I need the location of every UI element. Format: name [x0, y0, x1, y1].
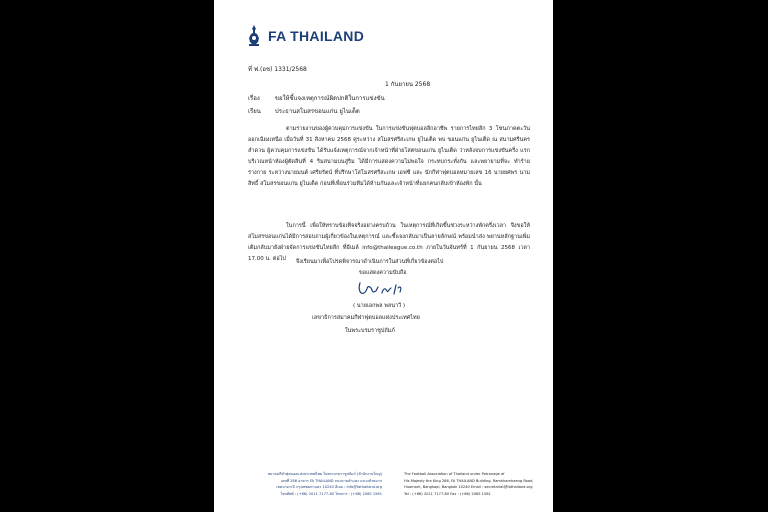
letter-page — [214, 0, 553, 512]
paragraph-1: ตามรายงานของผู้ควบคุมการแข่งขัน ในการแข่งขันฟุตบอลลีกอาชีพ รายการไทยลีก 3 โซนภาคตะวันออกเฉียงเหนือ เมื่อวันที่ 31 สิงหาคม 2568 คู่ระหว่าง สโมสรศรีสะเกษ ยูไนเต็ด พบ ขอนแก่น ยูไนเต็ด ณ สนามศรีนคร ลำดวน ผู้ควบคุมการแข่งขัน ได้รับแจ้งเหตุการณ์จากเจ้าหน้าที่ฝ่ายโสตขอนแก่น ยูไนเต็ด ว่าหลังจบการแข่งขันครึ่ง แรกบริเวณหน้าห้องผู้ตัดสินที่ 4 ริมสนามบนสู่ริม ได้มีการแสดงความไม่พอใจ กระทบกระทั่งกัน และพยายามที่จะ ทำร้ายร่างกาย ระหว่างนายมนต์ เศรียรัตน์ ที่ปรึกษาโสโมสรศรีสะเกษ เอฟซี และ นักกีฬาฟุตบอลหมายเลข 16 นายยศพร นามสิทธิ์ สโมสรขอนแก่น ยูไนเต็ด ก่อนที่เพื่อนร่วมทีมได้ห้ามกันและเจ้าหน้าที่แยกคนกลับเข้าห้องพัก นั้น — [248, 126, 530, 187]
recipient-text: ประธานสโมสรขอนแก่น ยูไนเต็ด — [274, 108, 360, 115]
logo-text: FA THAILAND — [268, 28, 365, 44]
letter-date: 1 กันยายน 2568 — [385, 81, 431, 88]
recipient-label: เรียน — [248, 108, 261, 115]
signer-organization: ในพระบรมราชูปถัมภ์ — [345, 328, 395, 334]
footer-line: โทรศัพท์ : (+66) 2011 7177-80 โทรสาร : (+66) 2065 1561 — [280, 491, 382, 496]
footer-line: สมาคมกีฬาฟุตบอลแห่งประเทศไทย ในพระบรมราชูปถัมภ์ (สำนักงานใหญ่) — [267, 472, 382, 476]
fa-thailand-crest-icon — [246, 24, 262, 48]
footer-english-address — [404, 471, 544, 497]
letter-footer — [254, 471, 544, 497]
footer-line: Tel : (+66) 2011 7177-80 Fax : (+66) 2065 1561 — [404, 491, 491, 496]
closing-regards: ขอแสดงความนับถือ — [359, 270, 407, 276]
footer-line: Huamark, Bangkapi, Bangkok 10240 Email : secretariat@fathailand.org — [404, 485, 533, 489]
subject-line — [248, 93, 385, 103]
footer-line: เขตบางกะปิ กรุงเทพมหานคร 10240 อีเมล : info@fathailand.org — [276, 485, 382, 489]
signer-name: ( นายเอกพล พลนาวี ) — [353, 303, 406, 309]
footer-thai-address — [254, 471, 392, 497]
footer-line: เลขที่ 286 อาคาร FA THAILAND ถนนรามคำแหง แขวงหัวหมาก — [280, 478, 382, 483]
closing-statement: จึงเรียนมาเพื่อโปรดพิจารณาดำเนินการในส่วนที่เกี่ยวข้องต่อไป — [296, 259, 444, 265]
signer-title: เลขาธิการสมาคมกีฬาฟุตบอลแห่งประเทศไทย — [312, 315, 420, 321]
reference-number: ที่ ฟ.(อช) 1331/2568 — [248, 66, 307, 73]
subject-text: ขอให้ชี้แจงเหตุการณ์ผิดปกติในการแข่งขัน — [274, 95, 385, 102]
subject-label: เรื่อง — [248, 95, 260, 102]
recipient-line — [248, 106, 360, 116]
footer-line: The Football Association of Thailand under Patronage of — [404, 472, 505, 476]
signature-image — [356, 279, 408, 299]
footer-line: His Majesty the King 286, FA THAILAND Building, Ramkhamhaeng Road, — [404, 478, 534, 483]
paragraph-2: ในการนี้ เพื่อให้ทราบข้อเท็จจริงอย่างครบถ้วน ในเหตุการณ์ที่เกิดขึ้นช่วงระหว่างพักครึ่งเวลา จึงขอให้สโมสรขอนแก่นได้มีการสอบถามผู้เกี่ยวข้องในเหตุการณ์ และชี้แจงกลับมาเป็นลายลักษณ์ พร้อมนำส่ง พยานหลักฐานเพิ่มเติมกลับมายังฝ่ายจัดการแข่งขันไทยลีก ที่อีเมล์ info@thaileague.co.th ภายในวันจันทร์ที่ 1 กันยายน 2568 เวลา 17.00 น. ต่อไป — [248, 223, 530, 262]
header-logo — [246, 24, 364, 48]
